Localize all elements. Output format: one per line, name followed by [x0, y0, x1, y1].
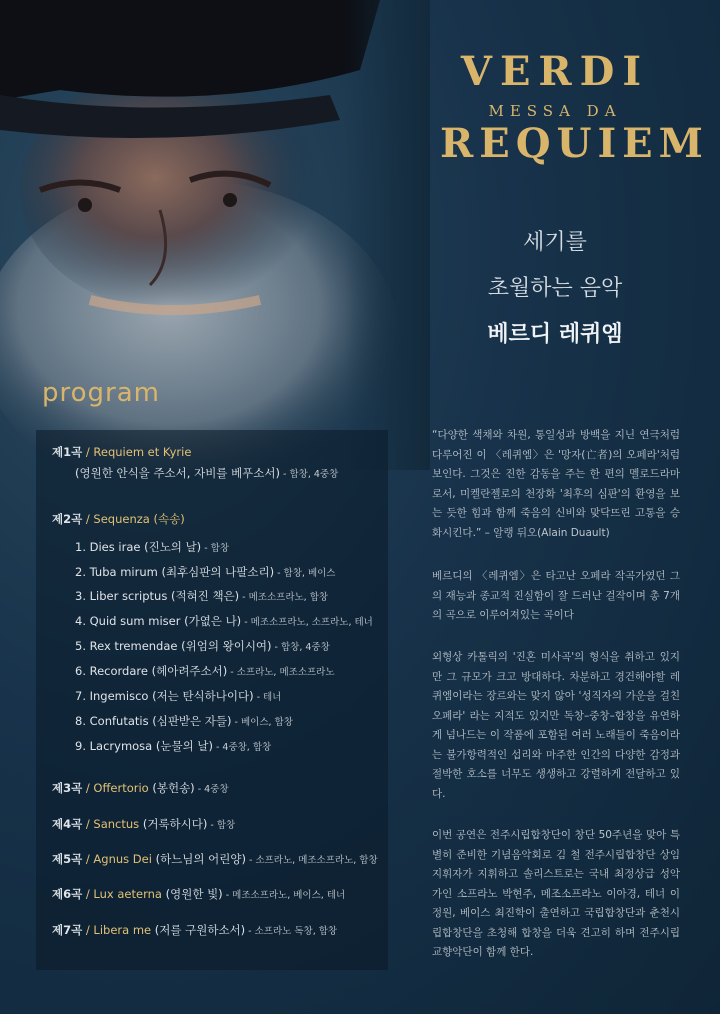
program-item-title: / Sequenza (속송): [85, 512, 185, 526]
sequenza-item-text: 5. Rex tremendae (위엄의 왕이시여): [75, 639, 272, 653]
title-messa-da: MESSA DA: [488, 102, 622, 120]
sequenza-item: [75, 539, 229, 555]
sequenza-item-note: - 소프라노, 메조소프라노: [227, 667, 335, 678]
program-item-note: - 합창: [207, 820, 236, 831]
sequenza-item-text: 1. Dies irae (진노의 날): [75, 540, 202, 554]
paragraph-intro: [432, 567, 680, 626]
sequenza-item-text: 7. Ingemisco (저는 탄식하나이다): [75, 689, 254, 703]
title-requiem: REQUIEM: [440, 120, 709, 167]
program-item-2: [52, 511, 185, 527]
program-item-number: 제7곡: [52, 923, 83, 937]
sequenza-item-note: - 4중창, 합창: [212, 742, 272, 753]
program-item-title: / Agnus Dei: [85, 852, 152, 866]
paragraph-description: [432, 648, 680, 804]
program-item-note: - 합창, 4중창: [280, 469, 339, 480]
sequenza-item: [75, 663, 335, 679]
sequenza-item-text: 8. Confutatis (심판받은 자들): [75, 714, 232, 728]
sequenza-item: [75, 638, 330, 654]
paragraph-text: 외형상 카톨릭의 '진혼 미사곡'의 형식을 취하고 있지만 그 규모가 크고 방대하다. 차분하고 경건해야할 레퀴엠이라는 장르와는 맞지 않아 '성직자의 가운을 걸친 오페라' 라는 지적도 있지만 독창–중창–합창을 유연하게 넘나드는 이 작품에 포함된 여러 노래들이 죽음이라는 불가항력적인 섭리와 마주한 인간의 다양한 감정과 절박한 호소를 너무도 생생하고 강렬하게 전달하고 있다.: [432, 651, 680, 800]
program-item-title: / Offertorio: [85, 781, 149, 795]
program-item-desc: (영원한 안식을 주소서, 자비를 베푸소서): [75, 466, 280, 480]
sequenza-item-text: 6. Recordare (헤아려주소서): [75, 664, 228, 678]
paragraph-text: “다양한 색채와 차원, 통일성과 방백을 지닌 연극처럼 다루어진 이 〈레퀴엠〉은 '망자(亡者)의 오페라'처럼 보인다. 그것은 진한 감동을 주는 한 편의 멜로드라마로서, 미켈란젤로의 천장화 '최후의 심판'의 환영을 보는 듯한 힘과 함께 죽음의 신비와 맞닥뜨린 고통을 승화시킨다.” – 알랭 뒤오(Alain Duault): [432, 429, 680, 539]
sequenza-item-note: - 합창, 4중창: [271, 642, 330, 653]
headline-line-3: 베르디 레퀴엠: [487, 322, 623, 347]
paragraph-performance: [432, 826, 680, 963]
program-item-desc: (영원한 빛): [161, 887, 223, 901]
sequenza-item-note: - 테너: [253, 692, 282, 703]
program-item-title: / Requiem et Kyrie: [85, 445, 192, 459]
sequenza-item-note: - 베이스, 합창: [231, 717, 293, 728]
sequenza-item-note: - 합창, 베이스: [274, 568, 336, 579]
program-item-note: - 소프라노, 메조소프라노, 합창: [245, 855, 378, 866]
sequenza-item: [75, 688, 281, 704]
program-item-1-subtitle: [75, 465, 338, 481]
program-item-number: 제1곡: [52, 445, 83, 459]
program-item-1: [52, 444, 191, 460]
program-item-7: [52, 922, 337, 938]
program-item-number: 제2곡: [52, 512, 83, 526]
program-label: program: [42, 378, 160, 408]
sequenza-item-note: - 메조소프라노, 합창: [239, 592, 329, 603]
program-item-desc: (거룩하시다): [139, 817, 208, 831]
program-item-5: [52, 851, 378, 867]
program-item-6: [52, 886, 345, 902]
headline: [440, 220, 670, 358]
program-item-number: 제4곡: [52, 817, 83, 831]
program-item-note: - 4중창: [194, 784, 229, 795]
sequenza-item-text: 2. Tuba mirum (최후심판의 나팔소리): [75, 565, 275, 579]
headline-line-2: 초월하는 음악: [487, 276, 623, 301]
sequenza-item-note: - 메조소프라노, 소프라노, 테너: [241, 617, 373, 628]
sequenza-item: [75, 613, 373, 629]
paragraph-text: 베르디의 〈레퀴엠〉은 타고난 오페라 작곡가였던 그의 재능과 종교적 진실함이 잘 드러난 걸작이며 총 7개의 곡으로 이루어져있는 곡이다: [432, 570, 680, 621]
program-item-desc: (저를 구원하소서): [151, 923, 246, 937]
program-item-4: [52, 816, 235, 832]
program-item-desc: (하느님의 어린양): [151, 852, 246, 866]
paragraph-quote: [432, 426, 680, 543]
sequenza-item-text: 9. Lacrymosa (눈물의 날): [75, 739, 213, 753]
program-item-number: 제5곡: [52, 852, 83, 866]
program-item-3: [52, 780, 229, 796]
sequenza-item: [75, 713, 293, 729]
title-verdi: VERDI: [460, 48, 650, 95]
program-item-title: / Libera me: [85, 923, 152, 937]
program-item-title: / Lux aeterna: [85, 887, 162, 901]
sequenza-item-text: 4. Quid sum miser (가엾은 나): [75, 614, 242, 628]
program-item-desc: (봉헌송): [148, 781, 195, 795]
program-item-number: 제3곡: [52, 781, 83, 795]
program-item-note: - 소프라노 독창, 합창: [245, 926, 338, 937]
paragraph-text: 이번 공연은 전주시립합창단이 창단 50주년을 맞아 특별히 준비한 기념음악회로 김 철 전주시립합창단 상임지휘자가 지휘하고 솔리스트로는 국내 최정상급 성악가인 소프라노 박현주, 메조소프라노 이아경, 테너 이정원, 베이스 최진학이 출연하고 국립합창단과 춘천시립합창단을 초청해 합창을 더욱 견고히 하며 전주시립교향악단이 함께 한다.: [432, 829, 680, 958]
program-item-title: / Sanctus: [85, 817, 140, 831]
sequenza-item: [75, 738, 271, 754]
concert-title: [440, 48, 709, 167]
program-item-number: 제6곡: [52, 887, 83, 901]
sequenza-item-text: 3. Liber scriptus (적혀진 책은): [75, 589, 240, 603]
sequenza-item-note: - 합창: [201, 543, 229, 554]
sequenza-item: [75, 564, 335, 580]
program-item-note: - 메조소프라노, 베이스, 테너: [222, 890, 346, 901]
sequenza-item: [75, 588, 328, 604]
headline-line-1: 세기를: [523, 230, 587, 255]
